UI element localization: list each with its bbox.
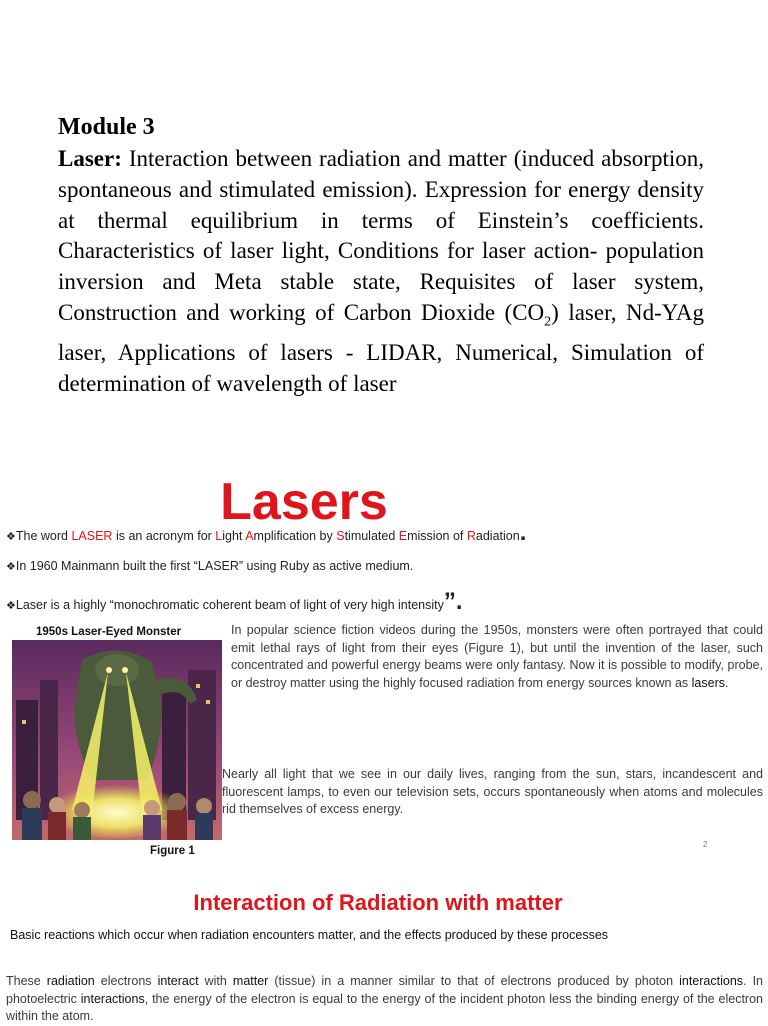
- keyword: matter: [232, 974, 269, 988]
- sci-fi-paragraph: [231, 622, 763, 692]
- bullet-quote-end: ”.: [443, 588, 463, 615]
- lasers-heading: Lasers: [220, 473, 388, 531]
- interaction-heading: Interaction of Radiation with matter: [193, 890, 563, 915]
- module-syllabus: [58, 144, 704, 400]
- lasers-term: lasers: [691, 675, 725, 690]
- laser-word: LASER: [71, 529, 113, 543]
- keyword: radiation: [46, 974, 95, 988]
- acronym-letter: R: [466, 529, 476, 543]
- laser-monster-illustration: [12, 640, 222, 840]
- bullet-text: adiation: [475, 529, 520, 543]
- paragraph-text: electrons: [94, 974, 158, 988]
- bullet-text: mission of: [407, 529, 467, 543]
- page-number: 2: [703, 840, 708, 849]
- module-title: Module 3: [58, 114, 155, 140]
- bullet-history: [6, 559, 413, 573]
- diamond-bullet-icon: ❖: [6, 561, 16, 573]
- bullet-period: .: [519, 519, 527, 546]
- module-body-end: ) laser, Nd-YAg laser, Applications of lasers - LIDAR, Numerical, Simulation of determination of wavelength of laser: [58, 299, 704, 397]
- bullet-text: Laser is a highly “monochromatic coherent beam of light of very high intensity: [15, 598, 444, 612]
- bullet-text: mplification by: [253, 529, 337, 543]
- spontaneous-light-paragraph: Nearly all light that we see in our daily lives, ranging from the sun, stars, incandescent and fluorescent lamps, to even our television sets, occurs spontaneously when atoms and molecules rid themselves of excess energy.: [222, 767, 763, 817]
- figure-label: Figure 1: [150, 845, 195, 857]
- paragraph-text: , the energy of the electron is equal to the energy of the incident photon less the binding energy of the electron within the atom.: [6, 991, 763, 1024]
- acronym-letter: L: [215, 529, 223, 543]
- keyword: interactions: [80, 991, 145, 1006]
- module-body-text: Interaction between radiation and matter (induced absorption, spontaneous and stimulated emission). Expression for energy density at thermal equilibrium in terms of Einstein’s coefficients. Characteristics of laser light, Conditions for laser action- population inversion and Meta stable state, Requisites of laser system, Construction and working of Carbon Dioxide (CO: [58, 146, 704, 325]
- acronym-letter: E: [398, 529, 408, 543]
- paragraph-text: .: [725, 675, 729, 690]
- paragraph-text: These: [6, 974, 47, 988]
- module-lead: Laser:: [58, 146, 122, 171]
- interaction-subtitle: Basic reactions which occur when radiation encounters matter, and the effects produced by these processes: [10, 928, 609, 942]
- bullet-text: The word: [15, 529, 72, 543]
- paragraph-text: with: [198, 974, 233, 988]
- diamond-bullet-icon: ❖: [6, 531, 16, 543]
- acronym-letter: A: [245, 529, 254, 543]
- bullet-text: is an acronym for: [112, 529, 216, 543]
- bullet-definition: [6, 588, 463, 615]
- paragraph-text: (tissue) in a manner similar to that of electrons produced by photon: [268, 974, 680, 988]
- keyword: interactions: [679, 974, 744, 988]
- paragraph-text: . In photoelectric: [6, 974, 763, 1006]
- bullet-acronym: [6, 519, 527, 546]
- bullet-text: In 1960 Mainmann built the first “LASER” using Ruby as active medium.: [15, 559, 414, 573]
- diamond-bullet-icon: ❖: [6, 600, 16, 612]
- interaction-paragraph: [6, 973, 763, 1026]
- module-subscript: 2: [544, 314, 552, 330]
- paragraph-text: In popular science fiction videos during the 1950s, monsters were often portrayed that could emit lethal rays of light from their eyes (Figure 1), but until the invention of the laser, such concentrated and powerful energy beams were only fantasy. Now it is possible to modify, probe, or destroy matter using the highly focused radiation from energy sources known as: [231, 623, 763, 690]
- figure-caption: 1950s Laser-Eyed Monster: [36, 626, 182, 638]
- acronym-letter: S: [336, 529, 345, 543]
- bullet-text: ight: [222, 529, 246, 543]
- bullet-text: timulated: [344, 529, 399, 543]
- keyword: interact: [157, 974, 199, 988]
